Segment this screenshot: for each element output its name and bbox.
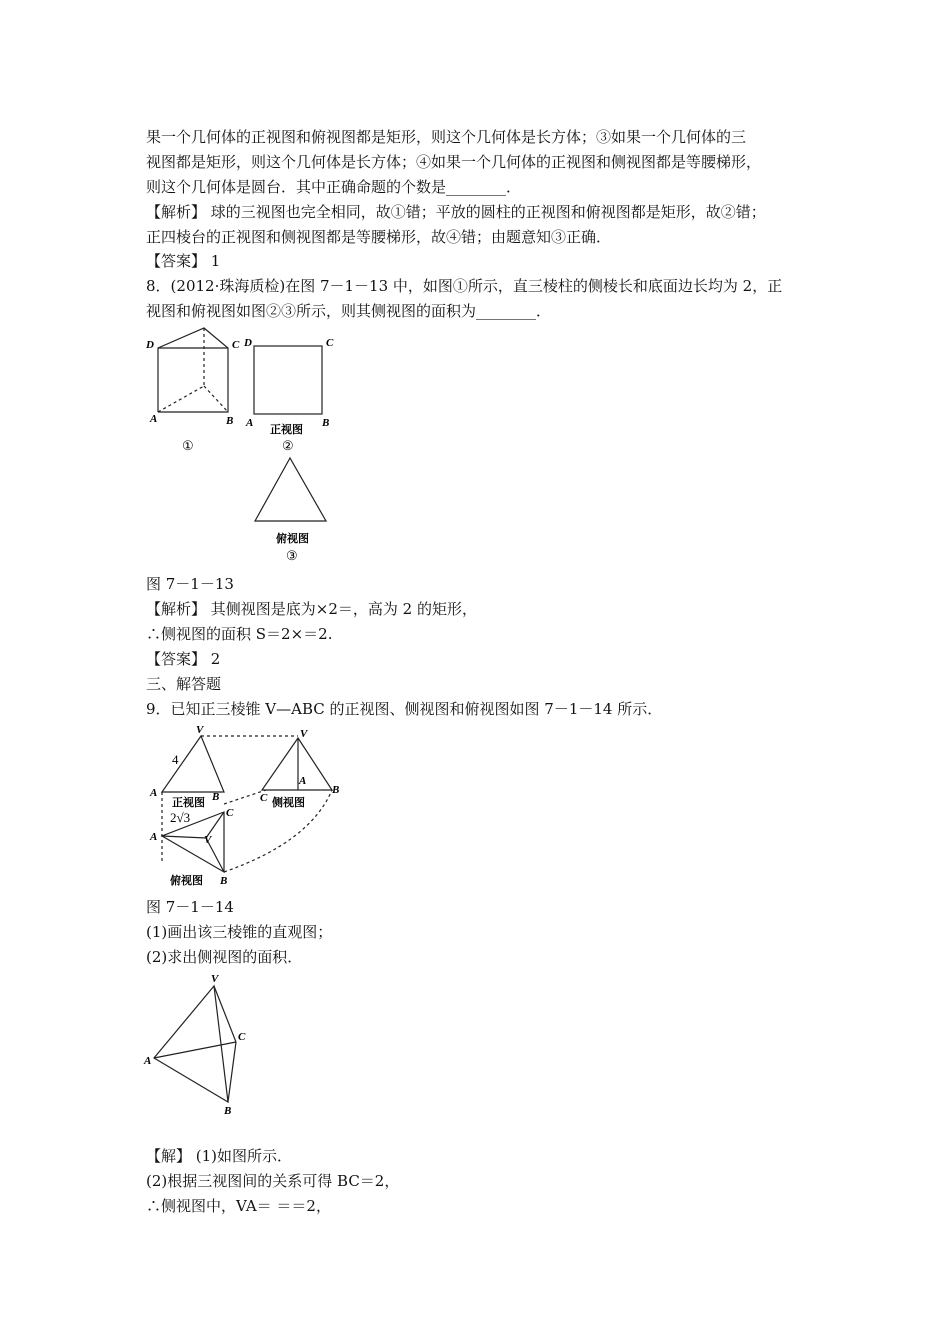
pyramid-diagram: [140, 970, 260, 1120]
label-c: C: [226, 807, 234, 819]
label-b: B: [332, 784, 340, 796]
label-a: A: [150, 831, 158, 843]
label-a: A: [299, 775, 307, 787]
label-c: C: [238, 1031, 246, 1043]
figure-number: ②: [282, 438, 294, 453]
figure-7-1-14: [140, 722, 360, 892]
figure-7-1-13: [140, 328, 360, 573]
solution-line: ∴侧视图中，VA＝ ＝＝2，: [146, 1197, 331, 1215]
caption-top-view: 俯视图: [276, 532, 309, 545]
text-line: 视图都是矩形，则这个几何体是长方体；④如果一个几何体的正视图和侧视图都是等腰梯形，: [146, 153, 762, 171]
label-b: B: [322, 417, 330, 429]
label-v: V: [300, 728, 308, 740]
label-c: C: [260, 792, 268, 804]
question-9: 9．已知正三棱锥 V—ABC 的正视图、侧视图和俯视图如图 7－1－14 所示．: [146, 700, 663, 718]
solution-line: 【解】 (1)如图所示．: [146, 1147, 293, 1165]
figure-number: ③: [286, 548, 298, 563]
text-line: 则这个几何体是圆台．其中正确命题的个数是________．: [146, 178, 522, 196]
analysis-line: 【解析】 其侧视图是底为×2＝，高为 2 的矩形，: [146, 600, 477, 618]
caption-front-view: 正视图: [172, 796, 205, 809]
label-v: V: [211, 973, 219, 985]
solution-line: (2)根据三视图间的关系可得 BC＝2，: [146, 1172, 400, 1190]
label-d: D: [244, 337, 252, 349]
caption-side-view: 侧视图: [272, 796, 305, 809]
analysis-line: 正四棱台的正视图和侧视图都是等腰梯形，故④错；由题意知③正确．: [146, 228, 612, 246]
label-b: B: [224, 1105, 232, 1117]
figure-caption: 图 7－1－13: [146, 575, 234, 593]
section-title: 三、解答题: [146, 675, 222, 693]
analysis-line: 【解析】 球的三视图也完全相同，故①错；平放的圆柱的正视图和俯视图都是矩形，故②错；: [146, 203, 766, 221]
caption-top-view: 俯视图: [170, 874, 203, 887]
answer-line: 【答案】 1: [146, 252, 221, 270]
label-b: B: [226, 415, 234, 427]
analysis-line: ∴侧视图的面积 S＝2×＝2.: [146, 625, 333, 643]
text-line: 果一个几何体的正视图和俯视图都是矩形，则这个几何体是长方体；③如果一个几何体的三: [146, 128, 747, 146]
label-a: A: [150, 787, 158, 799]
sub-question: (1)画出该三棱锥的直观图；: [146, 923, 333, 941]
label-v: V: [204, 834, 212, 846]
label-c: C: [232, 339, 240, 351]
label-d: D: [146, 339, 154, 351]
question-8-cont: 视图和俯视图如图②③所示，则其侧视图的面积为________．: [146, 302, 552, 320]
question-8: 8．(2012·珠海质检)在图 7－1－13 中，如图①所示，直三棱柱的侧棱长和底面边长均为 2，正: [146, 277, 783, 295]
figure-number: ①: [182, 438, 194, 453]
edge-length: 2√3: [170, 810, 191, 825]
label-b: B: [220, 875, 228, 887]
caption-front-view: 正视图: [270, 423, 303, 436]
label-a: A: [246, 417, 254, 429]
label-c: C: [326, 337, 334, 349]
edge-length: 4: [172, 752, 179, 767]
label-a: A: [144, 1055, 152, 1067]
label-a: A: [150, 413, 158, 425]
figure-caption: 图 7－1－14: [146, 898, 234, 916]
label-v: V: [196, 724, 204, 736]
sub-question: (2)求出侧视图的面积．: [146, 948, 303, 966]
answer-line: 【答案】 2: [146, 650, 221, 668]
label-b: B: [212, 791, 220, 803]
